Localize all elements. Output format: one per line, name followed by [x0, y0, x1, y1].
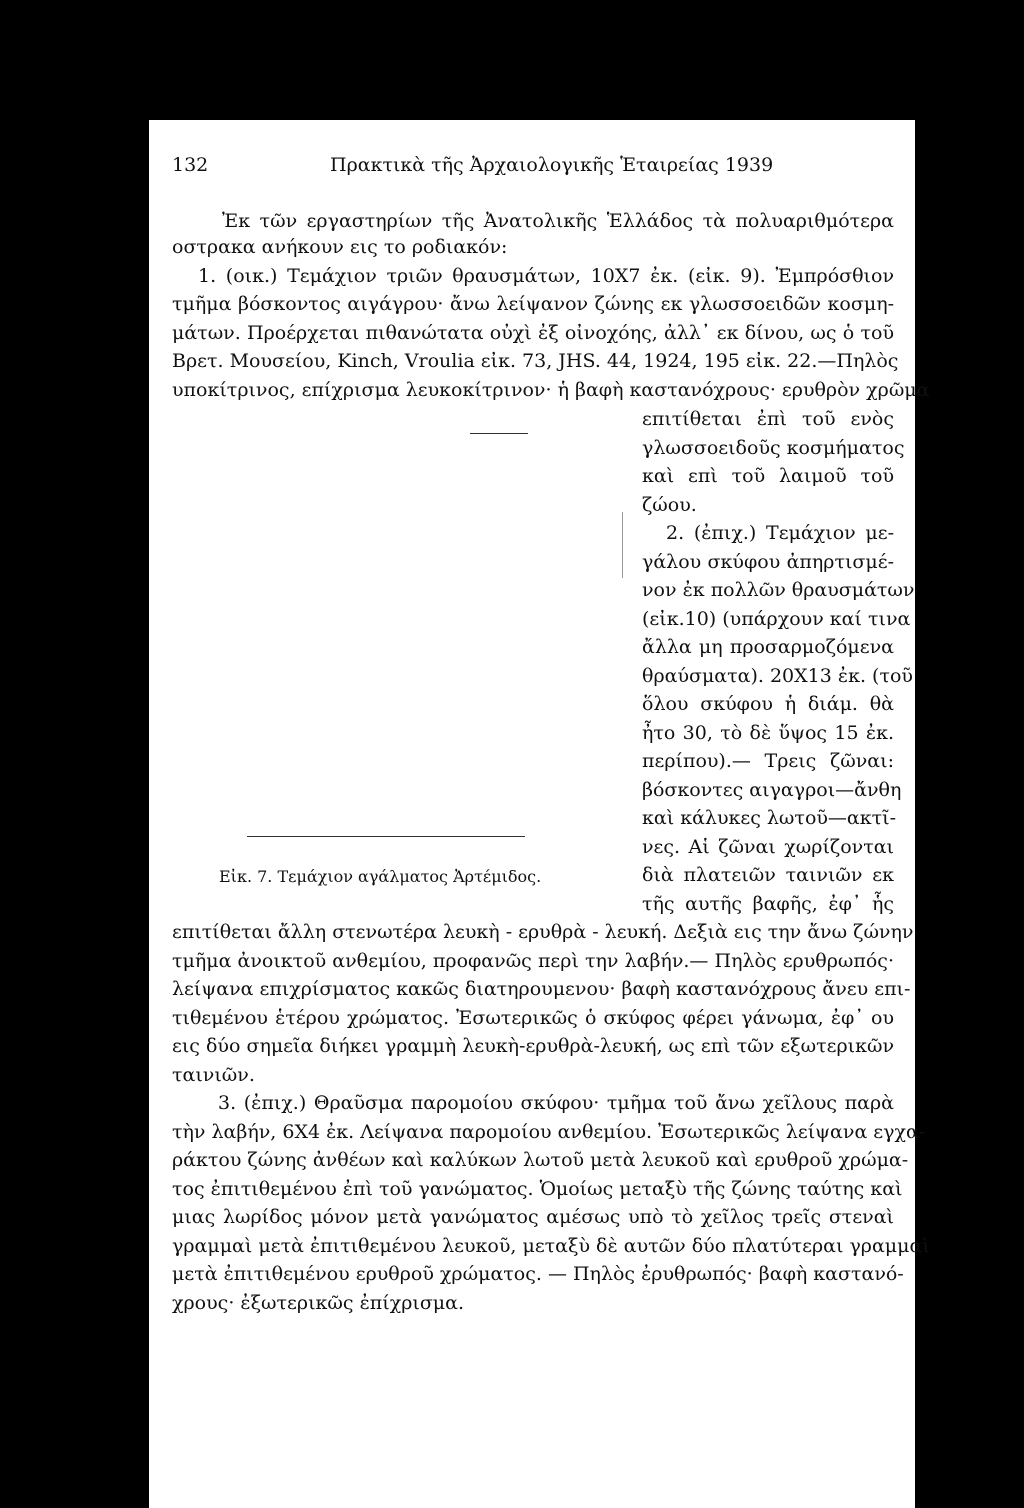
- column-line: ὅλου σκύφου ἡ διάμ. θὰ: [642, 693, 894, 715]
- text-line: τος ἐπιτιθεμένου ἐπὶ τοῦ γανώματος. Ὁμοίως μεταξὺ τῆς ζώνης ταύτης καὶ: [172, 1178, 903, 1200]
- text-line: 3. (ἐπιχ.) Θραῦσμα παρομοίου σκύφου· τμῆμα τοῦ ἄνω χεῖλους παρὰ: [218, 1092, 894, 1114]
- text-line: μιας λωρίδος μόνον μετὰ γανώματος αμέσως υπὸ τὸ χεῖλος τρεῖς στεναὶ: [172, 1206, 894, 1228]
- column-line: νον ἐκ πολλῶν θραυσμάτων: [642, 579, 915, 601]
- text-line: 1. (οικ.) Τεμάχιον τριῶν θραυσμάτων, 10Χ7 ἐκ. (εἰκ. 9). Ἐμπρόσθιον: [198, 265, 894, 287]
- text-line: τμῆμα ἀνοικτοῦ ανθεμίου, προφανῶς περὶ την λαβήν.— Πηλὸς ερυθρωπός·: [172, 950, 894, 972]
- text-line: τιθεμένου ἑτέρου χρώματος. Ἐσωτερικῶς ὁ σκύφος φέρει γάνωμα, ἐφ᾽ ου: [172, 1007, 894, 1029]
- column-line: νες. Αἱ ζῶναι χωρίζονται: [642, 836, 894, 858]
- column-line: καὶ επὶ τοῦ λαιμοῦ τοῦ: [642, 465, 894, 487]
- column-line: ζώου.: [642, 494, 697, 516]
- text-line: μάτων. Προέρχεται πιθανώτατα οὐχὶ ἐξ οἰνοχόης, ἀλλ᾽ εκ δίνου, ως ὁ τοῦ: [172, 322, 894, 344]
- figure-edge: [622, 512, 623, 578]
- column-line: θραύσματα). 20Χ13 ἐκ. (τοῦ: [642, 665, 913, 687]
- column-line: γάλου σκύφου ἀπηρτισμέ-: [642, 551, 894, 573]
- figure-caption: Εἰκ. 7. Τεμάχιον αγάλματος Ἀρτέμιδος.: [219, 867, 542, 886]
- column-line: (εἰκ.10) (υπάρχουν καί τινα: [642, 608, 911, 630]
- column-line: καὶ κάλυκες λωτοῦ—ακτῖ-: [642, 807, 897, 829]
- column-line: επιτίθεται ἐπὶ τοῦ ενὸς: [642, 408, 894, 430]
- text-line: Ἐκ τῶν εργαστηρίων τῆς Ἀνατολικῆς Ἑλλάδος τὰ πολυαριθμότερα: [222, 210, 894, 232]
- column-line: περίπου).— Τρεις ζῶναι:: [642, 750, 894, 772]
- text-line: ταινιῶν.: [172, 1064, 255, 1086]
- text-line: οστρακα ανήκουν εις το ροδιακόν:: [172, 236, 508, 258]
- text-line: Βρετ. Μουσείου, Kinch, Vroulia εἰκ. 73, JHS. 44, 1924, 195 εἰκ. 22.—Πηλὸς: [172, 350, 899, 372]
- page-number: 132: [172, 154, 209, 176]
- text-line: υποκίτρινος, επίχρισμα λευκοκίτρινον· ἡ βαφὴ καστανόχρους· ερυθρὸν χρῶμα: [172, 379, 930, 401]
- figure-border: [247, 836, 525, 837]
- column-line: ἄλλα μη προσαρμοζόμενα: [642, 636, 894, 658]
- text-line: ράκτου ζώνης ἀνθέων καὶ καλύκων λωτοῦ μετὰ λευκοῦ καὶ ερυθροῦ χρώμα-: [172, 1149, 909, 1171]
- text-line: γραμμαὶ μετὰ ἐπιτιθεμένου λευκοῦ, μεταξὺ δὲ αυτῶν δύο πλατύτεραι γραμμαὶ: [172, 1235, 930, 1257]
- running-title: Πρακτικὰ τῆς Ἀρχαιολογικῆς Ἑταιρείας 1939: [330, 154, 774, 176]
- figure-border: [470, 433, 528, 434]
- text-line: τμῆμα βόσκοντος αιγάγρου· ἄνω λείψανον ζώνης εκ γλωσσοειδῶν κοσμη-: [172, 293, 894, 315]
- column-line: βόσκοντες αιγαγροι—ἄνθη: [642, 779, 902, 801]
- text-line: μετὰ ἐπιτιθεμένου ερυθροῦ χρώματος. — Πηλὸς ἐρυθρωπός· βαφὴ καστανό-: [172, 1263, 904, 1285]
- column-line: τῆς αυτῆς βαφῆς, ἐφ᾽ ἧς: [642, 893, 894, 915]
- text-line: επιτίθεται ἄλλη στενωτέρα λευκὴ - ερυθρὰ - λευκή. Δεξιὰ εις την ἄνω ζώνην: [172, 921, 914, 943]
- column-line: διὰ πλατειῶν ταινιῶν εκ: [642, 864, 894, 886]
- text-line: τὴν λαβήν, 6Χ4 ἐκ. Λείψανα παρομοίου ανθεμίου. Ἐσωτερικῶς λείψανα εγχα-: [172, 1121, 926, 1143]
- column-line: γλωσσοειδοῦς κοσμήματος: [642, 437, 905, 459]
- text-line: λείψανα επιχρίσματος κακῶς διατηρουμενου· βαφὴ καστανόχρους ἄνευ επι-: [172, 978, 911, 1000]
- text-line: εις δύο σημεῖα διήκει γραμμὴ λευκὴ-ερυθρὰ-λευκή, ως επὶ τῶν εξωτερικῶν: [172, 1035, 894, 1057]
- column-line: 2. (ἐπιχ.) Τεμάχιον με-: [666, 522, 894, 544]
- text-line: χρους· ἐξωτερικῶς ἐπίχρισμα.: [172, 1292, 465, 1314]
- column-line: ἦτο 30, τὸ δὲ ὕψος 15 ἐκ.: [642, 722, 894, 744]
